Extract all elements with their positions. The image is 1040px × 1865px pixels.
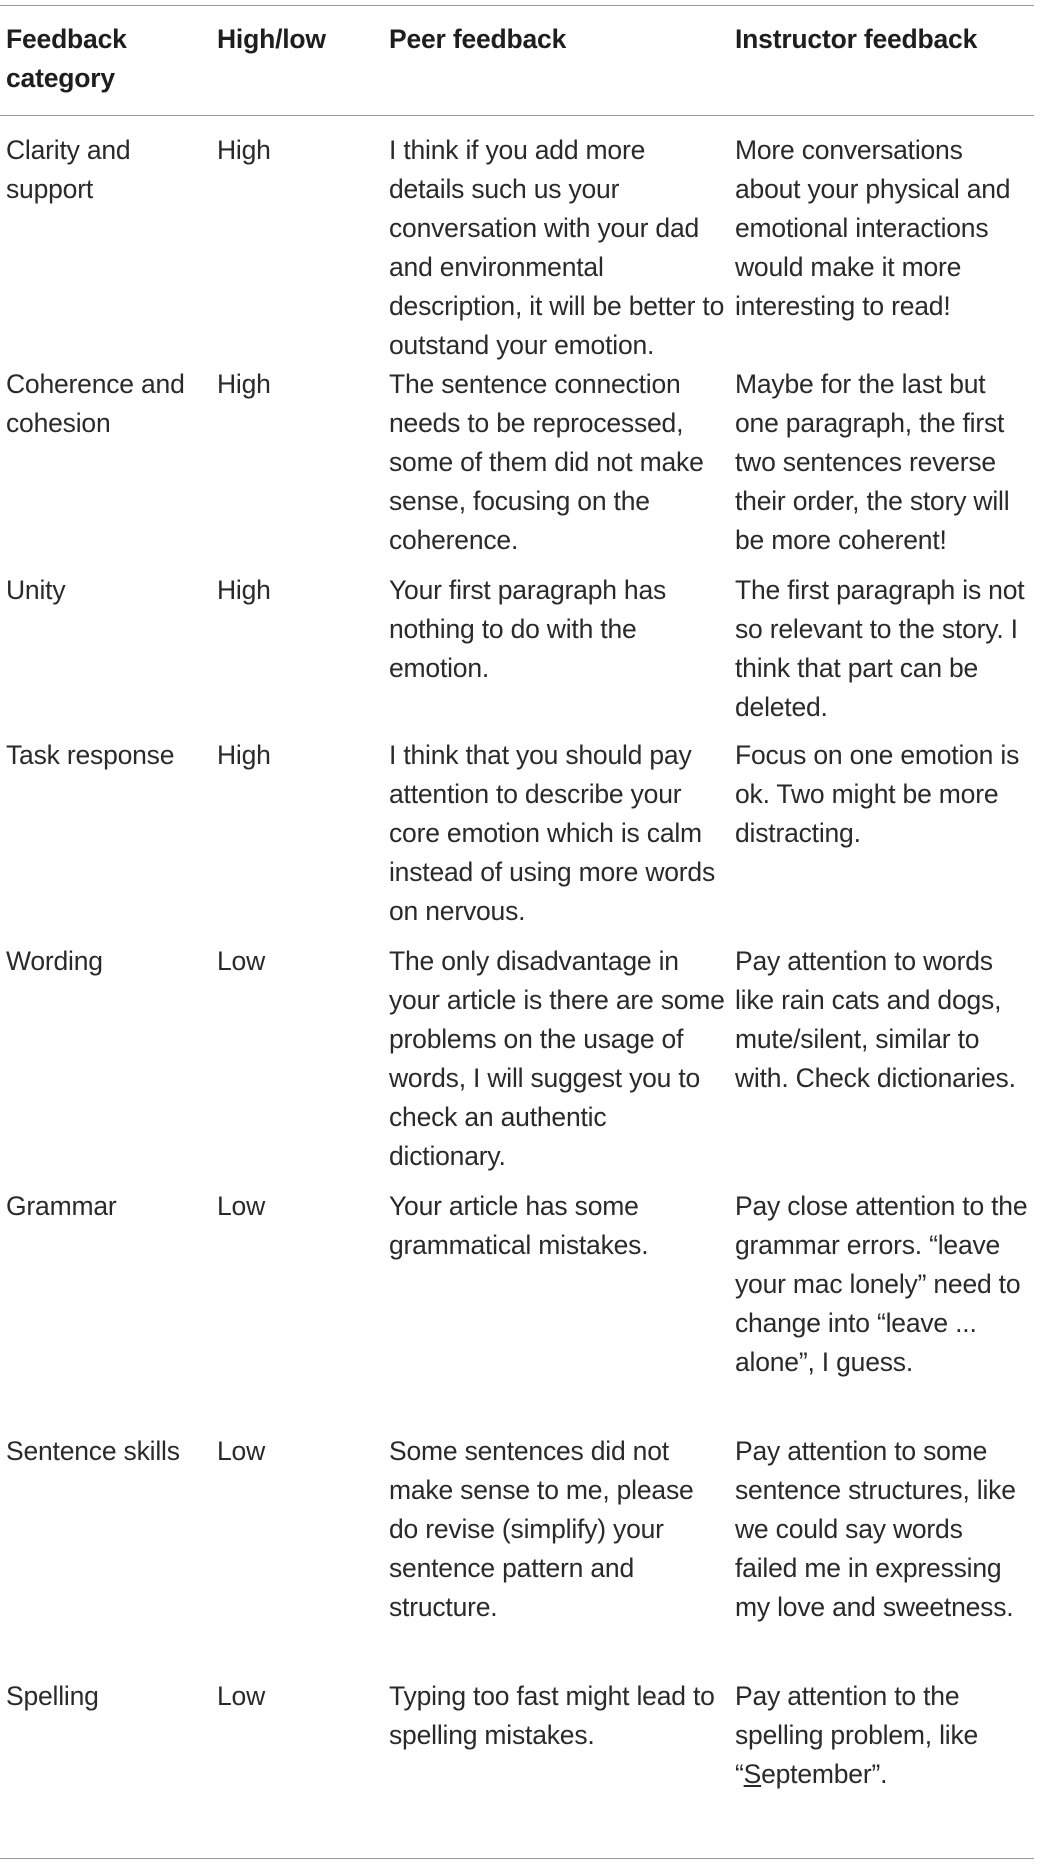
table-row — [0, 365, 1034, 571]
cell-peer-feedback: Some sentences did not make sense to me, please do revise (simplify) your sentence pattern and structure. — [389, 1436, 694, 1622]
cell-category: Sentence skills — [6, 1436, 180, 1466]
cell-instructor-feedback: Pay attention to words like rain cats and dogs, mute/silent, similar to with. Check dictionaries. — [735, 946, 1016, 1093]
cell-peer-feedback: Your first paragraph has nothing to do with the emotion. — [389, 575, 667, 683]
table-row — [0, 942, 1034, 1187]
spelling-text-suffix: eptember”. — [761, 1759, 888, 1789]
spelling-text-prefix: Pay attention to the spelling problem, like “ — [735, 1681, 979, 1789]
cell-peer-feedback: Your article has some grammatical mistakes. — [389, 1191, 649, 1260]
cell-level: Low — [217, 946, 266, 976]
table-row — [0, 115, 1034, 365]
cell-level: Low — [217, 1681, 266, 1711]
table-header-row — [0, 0, 1034, 115]
header-instructor-feedback: Instructor feedback — [735, 24, 978, 54]
cell-level: Low — [217, 1436, 266, 1466]
underlined-letter: S — [743, 1759, 762, 1789]
table-row — [0, 571, 1034, 736]
table-row — [0, 1677, 1034, 1842]
cell-category: Clarity and support — [6, 135, 131, 204]
table-row — [0, 1187, 1034, 1432]
cell-category: Coherence and cohesion — [6, 369, 185, 438]
cell-instructor-feedback: Maybe for the last but one paragraph, the first two sentences reverse their order, the story will be more coherent! — [735, 369, 1010, 555]
cell-instructor-feedback: Pay attention to some sentence structures, like we could say words failed me in expressing my love and sweetness. — [735, 1436, 1016, 1622]
table-bottom-rule — [0, 1858, 1034, 1859]
cell-instructor-feedback: The first paragraph is not so relevant to the story. I think that part can be deleted. — [735, 575, 1025, 722]
header-feedback-category: Feedback category — [6, 24, 127, 93]
cell-category: Unity — [6, 575, 66, 605]
table-row — [0, 1432, 1034, 1677]
cell-peer-feedback: The sentence connection needs to be reprocessed, some of them did not make sense, focusing on the coherence. — [389, 369, 704, 555]
cell-instructor-feedback: Pay close attention to the grammar errors. “leave your mac lonely” need to change into “leave ... alone”, I guess. — [735, 1191, 1028, 1377]
cell-peer-feedback: Typing too fast might lead to spelling mistakes. — [389, 1681, 715, 1750]
header-high-low: High/low — [217, 24, 326, 54]
header-peer-feedback: Peer feedback — [389, 24, 567, 54]
cell-level: High — [217, 575, 271, 605]
cell-level: High — [217, 740, 271, 770]
cell-category: Task response — [6, 740, 175, 770]
cell-instructor-feedback: More conversations about your physical and emotional interactions would make it more interesting to read! — [735, 135, 1011, 321]
cell-category: Grammar — [6, 1191, 117, 1221]
table-row — [0, 736, 1034, 942]
cell-instructor-feedback: Focus on one emotion is ok. Two might be more distracting. — [735, 740, 1020, 848]
cell-peer-feedback: I think that you should pay attention to describe your core emotion which is calm instead of using more words on nervous. — [389, 740, 716, 926]
cell-level: High — [217, 369, 271, 399]
cell-category: Wording — [6, 946, 103, 976]
cell-peer-feedback: I think if you add more details such us your conversation with your dad and environmental description, it will be better to outstand your emotion. — [389, 135, 725, 360]
cell-category: Spelling — [6, 1681, 99, 1711]
cell-peer-feedback: The only disadvantage in your article is there are some problems on the usage of words, I will suggest you to check an authentic dictionary. — [389, 946, 725, 1171]
cell-level: High — [217, 135, 271, 165]
cell-instructor-feedback — [729, 1677, 1034, 1842]
cell-level: Low — [217, 1191, 266, 1221]
